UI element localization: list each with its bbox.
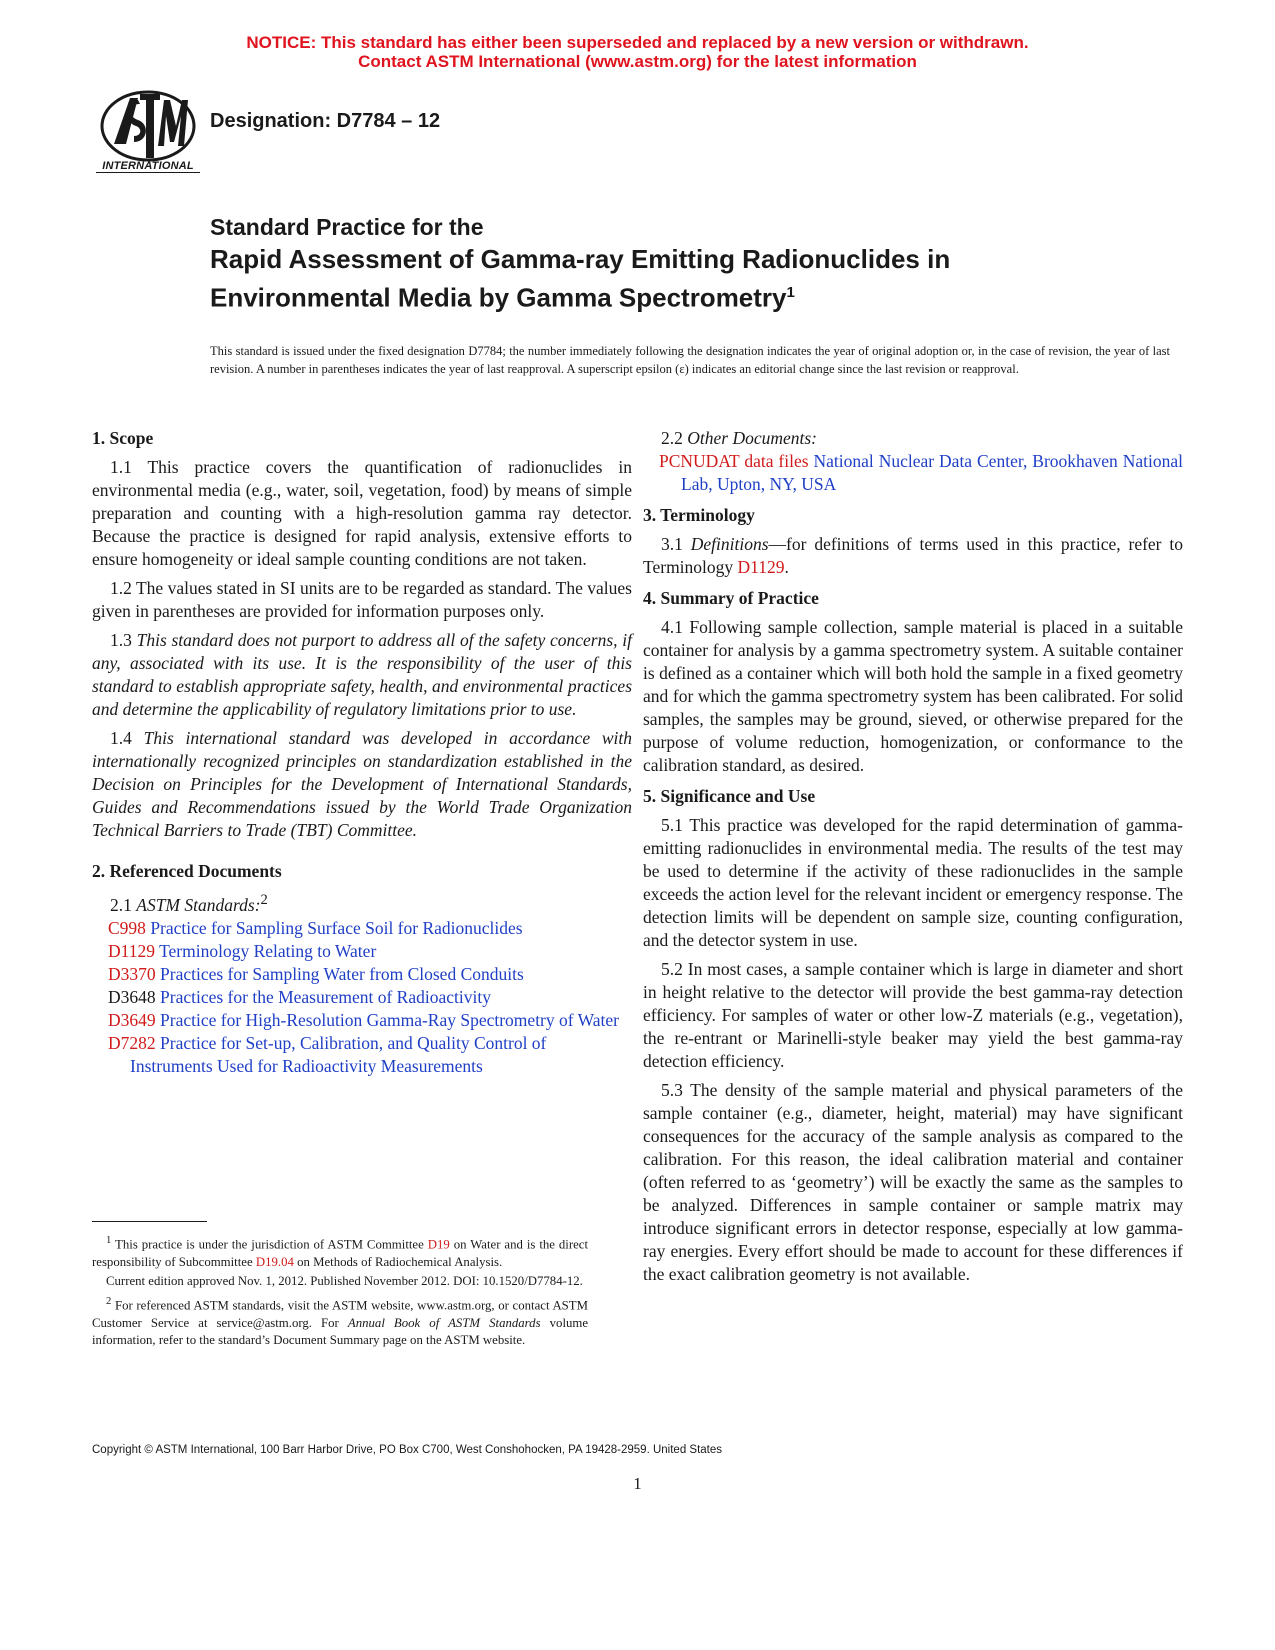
other-documents-label xyxy=(661,427,1183,450)
footnote-1-text-b: on Water and is the direct responsibility of Subcommittee xyxy=(92,1237,589,1269)
scope-1-4-text: This international standard was developed in accordance with internationally recognized principles on standardization established in the Decision on Principles for the Development of International Standards, Guides and Recommendations issued by the World Trade Organization Technical Barriers to Trade (TBT) Committee. xyxy=(92,728,633,840)
scope-1-4-num: 1.4 xyxy=(110,728,132,748)
ref-title-link[interactable]: Practice for Set-up, Calibration, and Quality Control of Instruments Used for Radioactivity Measurements xyxy=(130,1032,547,1076)
ref-item[interactable] xyxy=(92,986,632,1009)
logo-international-text: INTERNATIONAL xyxy=(96,160,200,173)
section-referenced-heading: 2. Referenced Documents xyxy=(92,861,282,881)
ref-title-link[interactable]: Practice for Sampling Surface Soil for Radionuclides xyxy=(150,917,523,938)
footnote-1-text-a: This practice is under the jurisdiction of ASTM Committee xyxy=(115,1237,424,1252)
designation: Designation: D7784 – 12 xyxy=(210,110,441,132)
scope-1-4 xyxy=(92,727,632,842)
section-significance-heading: 5. Significance and Use xyxy=(643,786,816,806)
ref-title-link[interactable]: Practice for High-Resolution Gamma-Ray Spectrometry of Water xyxy=(160,1009,619,1030)
ref-code-link[interactable]: D7282 xyxy=(108,1032,156,1053)
significance-5-3: 5.3 The density of the sample material and physical parameters of the sample container (e.g., diameter, height, material) may have significant consequences for the accuracy of the sample analysis as compared to the calibration. For this reason, the ideal calibration material and container (often referred to as ‘geometry’) will be exactly the same as the samples to be analyzed. Differences in sample container or sample matrix may introduce significant errors in detector response, especially at low gamma-ray energies. Every effort should be made to account for these differences if the exact calibration geometry is not available. xyxy=(643,1080,1183,1284)
right-column xyxy=(643,427,1183,1292)
significance-5-2: 5.2 In most cases, a sample container which is large in diameter and short in height relative to the detector will provide the best gamma-ray detection efficiency. For samples of water or other low-Z materials (e.g., vegetation), the re-entrant or Marinelli-style beaker may yield the best gamma-ray detection efficiency. xyxy=(643,959,1183,1071)
title-line-1: Rapid Assessment of Gamma-ray Emitting Radionuclides in xyxy=(210,244,951,274)
astm-standards-mark: 2 xyxy=(260,892,268,908)
summary-4-1: 4.1 Following sample collection, sample material is placed in a suitable container for analysis by a gamma spectrometry system. A suitable container is defined as a container which will both hold the sample in a fixed geometry and for which the gamma spectrometry system has been calibrated. For solid samples, the samples may be ground, sieved, or otherwise prepared for the purpose of volume reduction, homogenization, or conformance to the calibration standard, as desired. xyxy=(643,617,1183,775)
scope-1-2: 1.2 The values stated in SI units are to be regarded as standard. The values given in parentheses are provided for information purposes only. xyxy=(92,578,632,621)
document-title xyxy=(210,212,1170,315)
ref-code-link[interactable]: D3649 xyxy=(108,1009,156,1030)
title-footnote-mark: 1 xyxy=(786,284,795,301)
terminology-3-1 xyxy=(643,533,1183,579)
terminology-num: 3.1 xyxy=(661,534,683,554)
footnote-1-text-c: on Methods of Radiochemical Analysis. xyxy=(297,1254,503,1269)
section-terminology-heading: 3. Terminology xyxy=(643,505,755,525)
footnote-2-italic: Annual Book of ASTM Standards xyxy=(347,1315,541,1330)
scope-1-3-num: 1.3 xyxy=(110,630,132,650)
title-line-2-wrap xyxy=(210,276,1170,315)
ref-title-link[interactable]: Practices for Sampling Water from Closed Conduits xyxy=(160,963,524,984)
other-documents-text: Other Documents: xyxy=(687,428,818,448)
ref-item[interactable] xyxy=(92,1032,632,1078)
copyright-line: Copyright © ASTM International, 100 Barr Harbor Drive, PO Box C700, West Conshohocken, PA 19428-2959. United States xyxy=(92,1444,723,1456)
subcommittee-link[interactable]: D19.04 xyxy=(255,1254,294,1269)
ref-item-pcnudat[interactable] xyxy=(643,450,1183,496)
ref-item[interactable] xyxy=(92,940,632,963)
footnote-2 xyxy=(92,1293,588,1350)
ref-code: D3648 xyxy=(108,986,156,1007)
withdrawal-notice xyxy=(0,33,1275,71)
ref-item[interactable] xyxy=(92,917,632,940)
ref-code-link[interactable]: C998 xyxy=(108,917,146,938)
footnote-edition: Current edition approved Nov. 1, 2012. Published November 2012. DOI: 10.1520/D7784-12. xyxy=(106,1274,583,1289)
notice-line-1: NOTICE: This standard has either been superseded and replaced by a new version or withdrawn. xyxy=(246,33,1029,52)
notice-line-2: Contact ASTM International (www.astm.org) for the latest information xyxy=(358,52,917,71)
ref-code-link[interactable]: D3370 xyxy=(108,963,156,984)
issued-note: This standard is issued under the fixed designation D7784; the number immediately following the designation indicates the year of original adoption or, in the case of revision, the year of last revision. A number in parentheses indicates the year of last reapproval. A superscript epsilon (ε) indicates an editorial change since the last revision or reapproval. xyxy=(210,344,1170,376)
ref-title-link[interactable]: Practices for the Measurement of Radioactivity xyxy=(160,986,491,1007)
terminology-term: Definitions xyxy=(690,534,769,554)
footnote-2-text-a: For referenced ASTM standards, visit the ASTM website, www.astm.org, or contact ASTM Customer Service at service@astm.org. For xyxy=(92,1298,588,1330)
title-prefix: Standard Practice for the xyxy=(210,214,484,240)
footnote-2-text-b: volume information, refer to the standard’s Document Summary page on the ASTM website. xyxy=(92,1315,589,1348)
terminology-end: . xyxy=(784,557,789,577)
astm-standards-num: 2.1 xyxy=(110,894,132,915)
footnote-divider xyxy=(92,1221,207,1222)
ref-item[interactable] xyxy=(92,963,632,986)
pcnudat-link[interactable]: PCNUDAT data files xyxy=(659,451,809,471)
section-scope-heading: 1. Scope xyxy=(92,428,154,448)
left-column xyxy=(92,427,632,1078)
footnotes xyxy=(92,1232,588,1352)
scope-1-1: 1.1 This practice covers the quantification of radionuclides in environmental media (e.g., water, soil, vegetation, food) by means of simple preparation and counting with a high-resolution gamma ray detector. Because the practice is designed for rapid analysis, extensive efforts to ensure homogeneity or ideal sample counting conditions are not taken. xyxy=(92,457,632,569)
ref-item[interactable] xyxy=(92,1009,632,1032)
scope-1-3-text: This standard does not purport to address all of the safety concerns, if any, associated with its use. It is the responsibility of the user of this standard to establish appropriate safety, health, and environmental practices and determine the applicability of regulatory limitations prior to use. xyxy=(92,630,632,719)
significance-5-1: 5.1 This practice was developed for the rapid determination of gamma-emitting radionuclides in environmental media. The results of the test may be used to determine if the activity of these radionuclides in the sample exceeds the action level for the relevant incident or emergency response. The detection limits will be dependent on sample size, counting configuration, and the detector system in use. xyxy=(643,815,1183,950)
ref-title-link[interactable]: Terminology Relating to Water xyxy=(159,940,377,961)
footnote-1 xyxy=(92,1232,588,1271)
section-summary-heading: 4. Summary of Practice xyxy=(643,588,819,608)
astm-standards-text: ASTM Standards: xyxy=(136,894,261,915)
astm-standards-label xyxy=(110,889,632,917)
ref-code-link[interactable]: D1129 xyxy=(108,940,155,961)
other-documents-num: 2.2 xyxy=(661,428,683,448)
terminology-text: —for definitions of terms used in this practice, refer to Terminology xyxy=(643,534,1184,577)
scope-1-3 xyxy=(92,629,632,721)
page-number: 1 xyxy=(633,1474,642,1493)
footnote-2-mark: 2 xyxy=(106,1295,112,1307)
nndc-link[interactable]: National Nuclear Data Center, Brookhaven National Lab, Upton, NY, USA xyxy=(681,451,1184,494)
footnote-1-mark: 1 xyxy=(106,1235,112,1246)
committee-d19-link[interactable]: D19 xyxy=(427,1237,450,1252)
title-line-2: Environmental Media by Gamma Spectrometry xyxy=(210,282,787,313)
d1129-link[interactable]: D1129 xyxy=(737,557,785,577)
